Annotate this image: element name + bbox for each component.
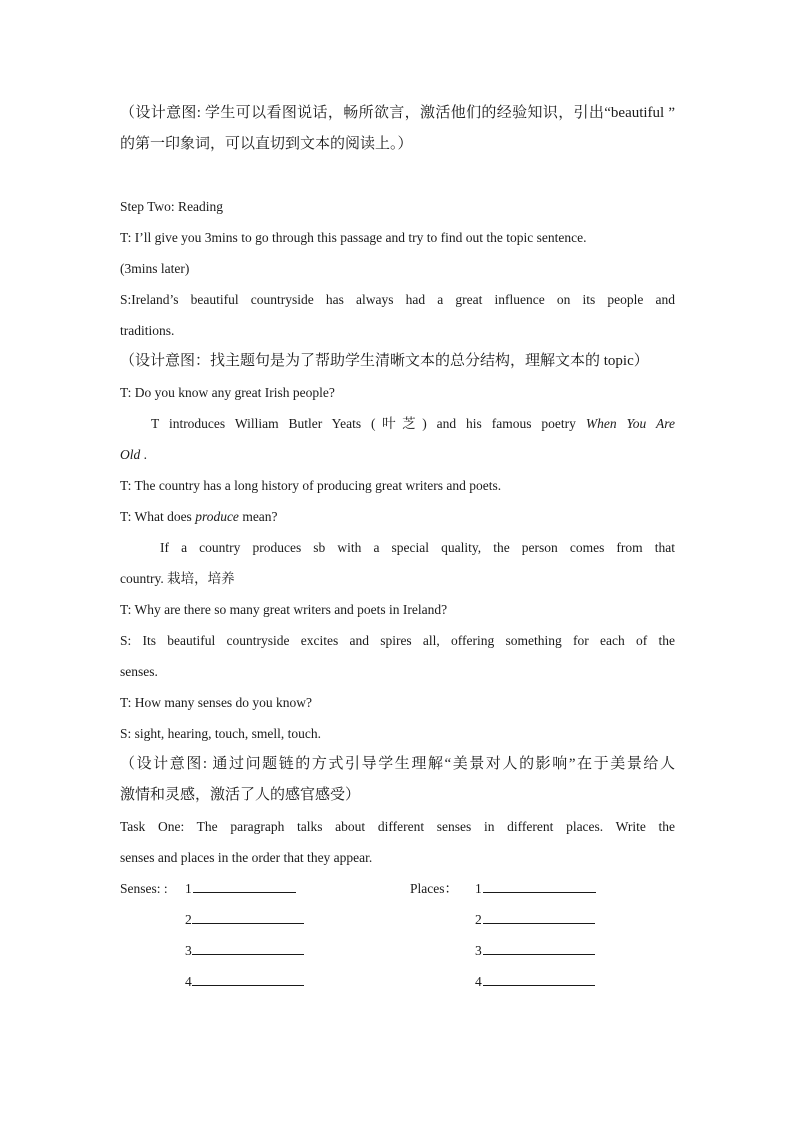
student-line-2a: S: Its beautiful countryside excites and spires all, offering something for each of the bbox=[120, 633, 675, 648]
senses-number-1: 1 bbox=[185, 881, 192, 896]
places-number-4: 4 bbox=[475, 974, 482, 989]
definition-line2: country. 栽培，培养 bbox=[120, 571, 235, 586]
places-number-3: 3 bbox=[475, 943, 482, 958]
task-table-row-4 bbox=[120, 966, 675, 997]
places-number-1: 1 bbox=[475, 881, 482, 896]
three-mins-later: (3mins later) bbox=[120, 261, 190, 276]
senses-number-2: 2 bbox=[185, 912, 192, 927]
task-table-row-2 bbox=[120, 904, 675, 935]
places-blank-4[interactable] bbox=[483, 966, 595, 997]
senses-number-4: 4 bbox=[185, 974, 192, 989]
places-label: Places： bbox=[410, 881, 458, 896]
task-one-line2: senses and places in the order that they appear. bbox=[120, 850, 373, 865]
teacher-line-4-pre: T: What does bbox=[120, 509, 196, 524]
student-line-3: S: sight, hearing, touch, smell, touch. bbox=[120, 726, 321, 741]
poem-title-part1: When You Are bbox=[585, 416, 675, 431]
document-body bbox=[120, 98, 675, 997]
design-intent-1-line2: 的第一印象词，可以直切到文本的阅读上。） bbox=[120, 136, 413, 152]
teacher-line-4-post: mean? bbox=[238, 509, 278, 524]
places-blank-3[interactable] bbox=[483, 935, 595, 966]
teacher-line-2: T: Do you know any great Irish people? bbox=[120, 385, 335, 400]
step-two-heading: Step Two: Reading bbox=[120, 199, 224, 214]
design-intent-3-line1: （设计意图: 通过问题链的方式引导学生理解“美景对人的影响”在于美景给人 bbox=[120, 756, 675, 772]
task-one-line1: Task One: The paragraph talks about different senses in different places. Write the bbox=[120, 819, 675, 834]
senses-blank-1[interactable] bbox=[193, 873, 296, 904]
design-intent-2: （设计意图：找主题句是为了帮助学生清晰文本的总分结构，理解文本的 topic） bbox=[120, 353, 649, 369]
places-blank-1[interactable] bbox=[483, 873, 596, 904]
design-intent-1-line1: （设计意图: 学生可以看图说话，畅所欲言，激活他们的经验知识，引出“beautiful ” bbox=[120, 105, 675, 121]
senses-blank-2[interactable] bbox=[192, 904, 304, 935]
teacher-line-4 bbox=[120, 501, 675, 532]
yeats-intro-line2 bbox=[120, 439, 675, 470]
student-line-1b: traditions. bbox=[120, 323, 175, 338]
definition-line1: If a country produces sb with a special quality, the person comes from that bbox=[160, 540, 675, 555]
yeats-intro-text: T introduces William Butler Yeats (叶芝) and his famous poetry bbox=[151, 416, 586, 431]
design-intent-3-line2: 激情和灵感，激活了人的感官感受） bbox=[120, 787, 361, 803]
senses-label: Senses: : bbox=[120, 881, 168, 896]
senses-number-3: 3 bbox=[185, 943, 192, 958]
poem-title-part2: Old bbox=[120, 447, 141, 462]
teacher-line-6: T: How many senses do you know? bbox=[120, 695, 313, 710]
word-produce: produce bbox=[195, 509, 239, 524]
spacer bbox=[120, 160, 675, 191]
yeats-intro-end: . bbox=[140, 447, 147, 462]
senses-blank-3[interactable] bbox=[192, 935, 304, 966]
teacher-line-1: T: I’ll give you 3mins to go through this passage and try to find out the topic sentence. bbox=[120, 230, 587, 245]
teacher-line-5: T: Why are there so many great writers and poets in Ireland? bbox=[120, 602, 448, 617]
task-table-row-1 bbox=[120, 873, 675, 904]
student-line-2b: senses. bbox=[120, 664, 158, 679]
places-number-2: 2 bbox=[475, 912, 482, 927]
task-table-row-3 bbox=[120, 935, 675, 966]
senses-blank-4[interactable] bbox=[192, 966, 304, 997]
yeats-intro-line1 bbox=[120, 408, 675, 439]
teacher-line-3: T: The country has a long history of producing great writers and poets. bbox=[120, 478, 502, 493]
places-blank-2[interactable] bbox=[483, 904, 595, 935]
student-line-1a: S:Ireland’s beautiful countryside has always had a great influence on its people and bbox=[120, 292, 675, 307]
